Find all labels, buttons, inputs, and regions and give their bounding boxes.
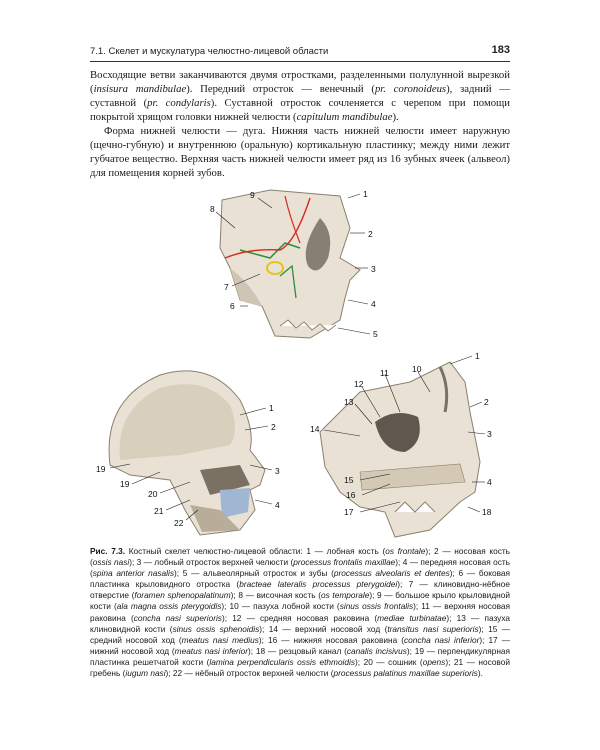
top-label-9: 9 [250,190,255,200]
caption-item: 15 — средний носовой ход (meatus nasi medius); [90,623,511,645]
top-label-8: 8 [210,204,215,214]
figure-nasal-cavity [300,352,510,540]
figure-caption [90,546,510,679]
right-label-18: 18 [482,507,492,517]
figure-skull-sagittal [90,360,290,540]
left-label-4: 4 [275,500,280,510]
text-run: ). Суставной отросток сочленяется с черепом при помощи покрытой хрящом головки нижней челюсти ( [90,97,511,123]
left-label-19a: 19 [96,464,106,474]
caption-latin: sinus ossis sphenoidis [172,623,260,634]
caption-latin: bracteae lateralis processus pterygoidei [239,579,398,590]
caption-lead: Костный скелет челюстно-лицевой области: [128,546,303,556]
left-label-21: 21 [154,506,164,516]
right-label-3: 3 [487,429,492,439]
top-label-5: 5 [373,329,378,339]
caption-latin: transitus nasi superioris [387,623,479,634]
left-label-1: 1 [269,403,274,413]
caption-latin: processus frontalis maxillae [293,557,396,568]
caption-item: 20 — сошник (opens); [360,656,451,667]
caption-latin: sinus ossis frontalis [339,601,414,612]
caption-latin: meatus nasi inferior [174,645,249,656]
top-label-3: 3 [371,264,376,274]
right-label-17: 17 [344,507,354,517]
right-label-11: 11 [380,368,389,378]
latin-term: pr. coronoideus [374,83,447,95]
caption-latin: canalis incisivus [346,645,407,656]
caption-latin: os frontale [385,546,426,556]
caption-latin: meatus nasi medius [181,634,259,645]
latin-term: insisura mandibulae [93,83,187,95]
caption-items [90,546,510,678]
right-label-16: 16 [346,490,356,500]
caption-item: 22 — нёбный отросток верхней челюсти (processus palatinus maxillae superioris). [170,668,483,679]
paragraph-2: Форма нижней челюсти — дуга. Нижняя часть нижней челюсти имеет наружную (щечно-губную) и внутреннюю (оральную) кортикальную пластинку; между ними лежит губчатое вещество. Верхняя часть нижней челюсти имеет ряд из 16 зубных ячеек (альвеол) для помещения корней зубов. [90,125,510,179]
caption-item: 3 — лобный отросток верхней челюсти (processus frontalis maxillae); [134,557,401,568]
caption-latin: processus palatinus maxillae superioris [333,668,478,679]
caption-item: 1 — лобная кость (os frontale); [306,546,431,556]
top-label-6: 6 [230,301,235,311]
caption-item: 19 — перпендикулярная пластинка решетчатой кости (lamina perpendicularis ossis ethmoidis); [90,645,511,667]
header-rule [90,61,510,62]
caption-latin: lamina perpendicularis ossis ethmoidis [209,656,356,667]
left-label-3: 3 [275,466,280,476]
caption-latin: opens [422,656,446,667]
left-label-19b: 19 [120,479,130,489]
caption-item: 4 — передняя носовая ость (spina anterior nasalis); [90,557,510,579]
right-label-12: 12 [354,379,364,389]
caption-item: 6 — боковая пластинка крыловидного отростка (bracteae lateralis processus pterygoidei); [90,568,511,590]
top-label-7: 7 [224,282,229,292]
figure-skull-lateral [200,188,400,348]
section-title: 7.1. Скелет и мускулатура челюстно-лицевой области [90,46,329,57]
right-label-15: 15 [344,475,354,485]
caption-latin: ossis nasi [92,557,130,568]
caption-item: 17 — нижний носовой ход (meatus nasi inferior); [90,634,510,656]
text-run: Восходящие ветви заканчиваются двумя отростками, разделенными полулунной вырезкой ( [90,69,510,95]
paragraph-1 [90,68,510,124]
latin-term: capitulum mandibulae [296,111,393,123]
right-label-2: 2 [484,397,489,407]
caption-item: 12 — средняя носовая раковина (mediae turbinatae); [227,612,452,623]
caption-item: 5 — альвеолярный отросток и зубы (processus alveolaris et dentes); [179,568,455,579]
caption-item: 8 — височная кость (os temporale); [235,590,375,601]
caption-title: Рис. 7.3. [90,546,126,556]
right-label-4: 4 [487,477,492,487]
caption-latin: foramen sphenopalatinum [134,590,231,601]
caption-latin: concha nasi inferior [403,634,480,645]
caption-item: 7 — клиновидно-нёбное отверстие (foramen sphenopalatinum); [90,579,510,601]
text-run: ). Передний отросток — венечный ( [186,83,375,95]
caption-item: 18 — резцовый канал (canalis incisivus); [253,645,412,656]
right-label-14: 14 [310,424,320,434]
caption-latin: ala magna ossis pterygoidis [116,601,222,612]
right-label-13: 13 [344,397,354,407]
caption-latin: concha nasi superioris [133,612,222,623]
caption-item: 9 — большое крыло крыловидной кости (ala magna ossis pterygoidis); [90,590,510,612]
text-run: ). [392,111,399,123]
top-label-1: 1 [363,189,368,199]
caption-item: 2 — носовая кость (ossis nasi); [90,546,510,568]
body-text [90,68,510,180]
caption-item: 14 — верхний носовой ход (transitus nasi superioris); [264,623,484,634]
caption-item: 21 — носовой гребень (iugum nasi); [90,656,510,679]
caption-item: 13 — пазуха клиновидной кости (sinus ossis sphenoidis); [90,612,510,634]
caption-latin: processus alveolaris et dentes [333,568,450,579]
right-label-1: 1 [475,352,480,361]
caption-latin: os temporale [321,590,370,601]
top-label-2: 2 [368,229,373,239]
caption-item: 10 — пазуха лобной кости (sinus ossis frontalis); [226,601,419,612]
top-label-4: 4 [371,299,376,309]
latin-term: pr. condylaris [147,97,211,109]
left-label-2: 2 [271,422,276,432]
left-label-20: 20 [148,489,158,499]
caption-latin: mediae turbinatae [377,612,447,623]
caption-item: 16 — нижняя носовая раковина (concha nasi inferior); [263,634,485,645]
left-label-22: 22 [174,518,184,528]
running-header [90,44,510,60]
caption-latin: iugum nasi [125,668,166,679]
right-label-10: 10 [412,364,422,374]
caption-item: 11 — верхняя носовая раковина (concha nasi superioris); [90,601,510,623]
text-run: ), задний — суставной ( [90,83,511,109]
page-number: 183 [491,44,510,56]
caption-latin: spina anterior nasalis [92,568,174,579]
